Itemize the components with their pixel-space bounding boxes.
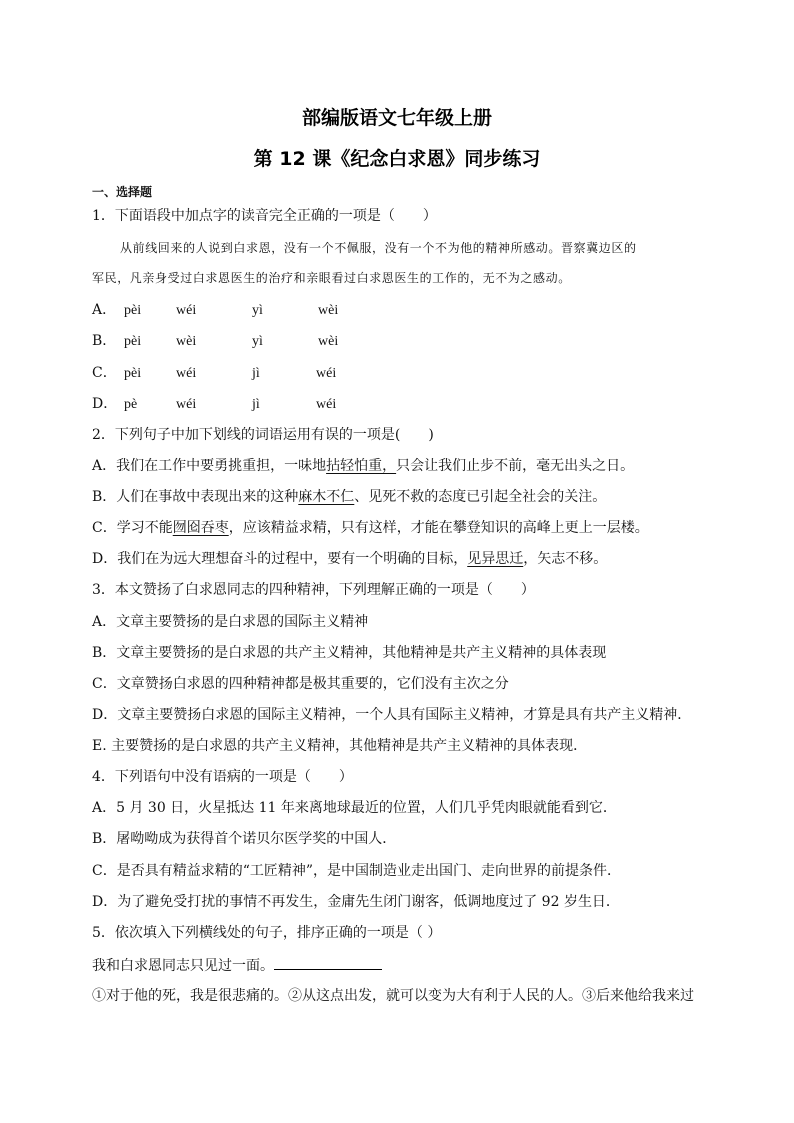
question-2-option-a	[92, 456, 634, 476]
question-4-option-a: A．5 月 30 日，火星抵达 11 年来离地球最近的位置，人们几乎凭肉眼就能看到它．	[92, 800, 617, 816]
section-heading: 一、选择题	[92, 185, 153, 199]
question-2-option-d	[92, 549, 607, 569]
pinyin-1: pèi	[124, 366, 142, 381]
option-text: C．学习不能	[92, 520, 173, 536]
pinyin-1: pèi	[124, 303, 142, 318]
underlined-phrase: 囫囵吞枣	[172, 520, 229, 536]
option-text: ，应该精益求精，只有这样，才能在攀登知识的高峰上更上一层楼。	[228, 520, 649, 536]
pinyin-2: wèi	[176, 334, 197, 349]
question-3-option-c: C．文章赞扬白求恩的四种精神都是极其重要的，它们没有主次之分	[92, 676, 509, 692]
underlined-phrase: 见异思迁	[467, 551, 524, 567]
context-text: 我和白求恩同志只见过一面。	[92, 958, 274, 974]
question-3-option-d: D．文章主要赞扬白求恩的国际主义精神，一个人具有国际主义精神，才算是具有共产主义精神．	[92, 707, 692, 723]
underlined-phrase: 麻木不仁	[298, 489, 355, 505]
pinyin-1: pè	[124, 397, 138, 412]
pinyin-2: wéi	[176, 397, 197, 412]
question-2-option-b	[92, 487, 606, 507]
question-2-option-c	[92, 518, 649, 538]
pinyin-2: wéi	[176, 303, 197, 318]
question-1-option-c	[92, 363, 336, 384]
question-1-option-d	[92, 394, 336, 415]
pinyin-3: yì	[252, 334, 263, 349]
pinyin-3: jì	[252, 366, 260, 381]
document-title: 部编版语文七年级上册	[301, 107, 492, 129]
pinyin-4: wéi	[316, 366, 337, 381]
question-5-sentences: ①对于他的死，我是很悲痛的。②从这点出发，就可以变为大有利于人民的人。③后来他给我来过	[92, 988, 694, 1004]
pinyin-2: wéi	[176, 366, 197, 381]
question-4-option-b: B．屠呦呦成为获得首个诺贝尔医学奖的中国人．	[92, 831, 397, 847]
question-3-stem: 3．本文赞扬了白求恩同志的四种精神，下列理解正确的一项是（ ）	[92, 582, 535, 598]
question-3-option-a: A．文章主要赞扬的是白求恩的国际主义精神	[92, 614, 369, 630]
question-4-stem: 4．下列语句中没有语病的一项是（ ）	[92, 769, 353, 785]
option-text: 、见死不救的态度已引起全社会的关注。	[354, 489, 607, 505]
option-label: C．	[92, 365, 117, 381]
pinyin-4: wéi	[316, 397, 337, 412]
question-1-passage-line-1: 从前线回来的人说到白求恩，没有一个不佩服，没有一个不为他的精神所感动。晋察冀边区的	[120, 241, 637, 255]
question-1-option-b	[92, 331, 338, 352]
pinyin-3: jì	[252, 397, 260, 412]
question-5-context	[92, 955, 382, 976]
pinyin-4: wèi	[318, 303, 339, 318]
lesson-title: 第 12 课《纪念白求恩》同步练习	[253, 148, 541, 170]
question-4-option-c: C．是否具有精益求精的“工匠精神”，是中国制造业走出国门、走向世界的前提条件．	[92, 863, 622, 879]
option-text: A．我们在工作中要勇挑重担，一味地	[92, 458, 327, 474]
option-text: 只会让我们止步不前，毫无出头之日。	[396, 458, 635, 474]
question-1-stem: 1．下面语段中加点字的读音完全正确的一项是（ ）	[92, 208, 437, 224]
option-text: ，矢志不移。	[523, 551, 608, 567]
question-2-stem: 2．下列句子中加下划线的词语运用有误的一项是( )	[92, 427, 434, 443]
underlined-phrase: 拈轻怕重，	[326, 458, 397, 474]
option-label: D．	[92, 396, 118, 412]
question-1-passage-line-2: 军民，凡亲身受过白求恩医生的治疗和亲眼看过白求恩医生的工作的，无不为之感动。	[92, 271, 571, 285]
question-3-option-e: E. 主要赞扬的是白求恩的共产主义精神，其他精神是共产主义精神的具体表现．	[92, 738, 588, 754]
answer-blank	[274, 955, 382, 970]
question-5-stem: 5．依次填入下列横线处的句子，排序正确的一项是（ ）	[92, 925, 442, 941]
pinyin-4: wèi	[318, 334, 339, 349]
option-text: B．人们在事故中表现出来的这种	[92, 489, 299, 505]
option-text: D．我们在为远大理想奋斗的过程中，要有一个明确的目标，	[92, 551, 468, 567]
option-label: A．	[92, 302, 117, 318]
pinyin-1: pèi	[124, 334, 142, 349]
question-1-option-a	[92, 300, 338, 321]
question-3-option-b: B．文章主要赞扬的是白求恩的共产主义精神，其他精神是共产主义精神的具体表现	[92, 645, 607, 661]
question-4-option-d: D．为了避免受打扰的事情不再发生，金庸先生闭门谢客，低调地度过了 92 岁生日．	[92, 894, 620, 910]
pinyin-3: yì	[252, 303, 263, 318]
option-label: B．	[92, 333, 117, 349]
